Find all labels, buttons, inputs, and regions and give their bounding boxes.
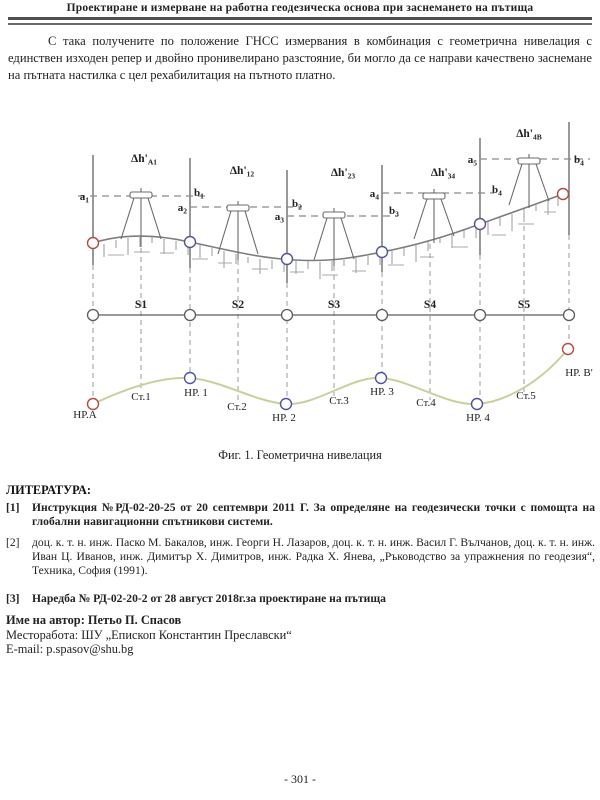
- reference-item: [6, 501, 595, 529]
- station-distance-label: S1: [134, 299, 148, 311]
- route-point-label: НР. 1: [184, 387, 208, 399]
- route-point-label: НР. 2: [272, 412, 296, 424]
- foresight-label: $b_2$: [292, 198, 302, 212]
- header-double-rule: [8, 17, 592, 25]
- delta-h-label: $\Delta h'_{A1}$: [131, 153, 157, 167]
- backsight-label: $a_1$: [79, 191, 89, 205]
- route-point-label: НР. 3: [370, 386, 394, 398]
- level-instrument-icon: [121, 188, 161, 247]
- page-number: - 301 -: [284, 772, 316, 786]
- literature-heading: ЛИТЕРАТУРА:: [6, 483, 92, 497]
- route-point-label: НР.А: [73, 409, 97, 421]
- leveling-diagram: [0, 108, 600, 448]
- foresight-label: $b_4$: [574, 154, 584, 168]
- foresight-label: $b_1$: [194, 187, 204, 201]
- reference-marker: [3]: [6, 592, 20, 605]
- reference-item: [6, 592, 595, 606]
- reference-marker: [2]: [6, 536, 20, 549]
- reference-text: доц. к. т. н. инж. Паско М. Бакалов, инж. Георги Н. Лазаров, доц. к. т. н. инж. Васил Г. Вълчанов, доц. к. т. н. инж. Иван Ц. Иванов, инж. Димитър Х. Димитров, инж. Радка Х. Янева, „Ръководство за упражнения по геодезия“, Техника, София (1991).: [32, 536, 595, 577]
- reference-text: Инструкция №РД-02-20-25 от 20 септември 2011 Г. За определяне на геодезически точки с помощта на глобални навигационни спътникови системи.: [32, 501, 595, 528]
- reference-item: [6, 536, 595, 577]
- author-email-line: E-mail: p.spasov@shu.bg: [6, 642, 134, 657]
- author-block: [6, 613, 592, 657]
- backsight-label: $a_2$: [177, 202, 187, 216]
- delta-h-label: $\Delta h'_{12}$: [229, 165, 255, 179]
- reference-text: Наредба № РД-02-20-2 от 28 август 2018г.за проектиране на пътища: [32, 592, 386, 605]
- foresight-label: $b_3$: [389, 205, 399, 219]
- route-point-label: Ст.3: [329, 395, 349, 407]
- figure-caption: Фиг. 1. Геометрична нивелация: [218, 448, 382, 462]
- leveling-staff-lines: [93, 122, 569, 283]
- delta-h-label: $\Delta h'_{4В}$: [516, 128, 542, 142]
- foresight-label: $b_4$: [492, 184, 502, 198]
- intro-paragraph: С така получените по положение ГНСС измервания в комбинация с геометрична нивелация с единствен изходен репер и двойно пронивелирано разстояние, би могло да се направи качествено заснемане на пътната настилка с цел рехабилитация на пътното платно.: [8, 34, 592, 82]
- route-point-label: НР. 4: [466, 412, 490, 424]
- route-point-label: Ст.4: [416, 397, 436, 409]
- route-point-label: Ст.5: [516, 390, 536, 402]
- delta-h-label: $\Delta h'_{34}$: [430, 167, 456, 181]
- level-instrument-icon: [509, 154, 549, 208]
- author-workplace-line: Месторабота: ШУ „Епископ Константин Преславски“: [6, 627, 292, 642]
- station-distance-label: S4: [423, 299, 437, 311]
- route-point-label: НР. В': [565, 367, 593, 379]
- backsight-label: $a_4$: [369, 188, 379, 202]
- station-distance-label: S2: [231, 299, 245, 311]
- page-header-title: Проектиране и измерване на работна геодезическа основа при заснемането на пътища: [66, 2, 534, 14]
- backsight-label: $a_3$: [274, 211, 284, 225]
- station-distance-label: S3: [327, 299, 341, 311]
- route-point-label: Ст.2: [227, 401, 247, 413]
- backsight-label: $a_5$: [467, 154, 477, 168]
- distance-band: [88, 299, 575, 321]
- route-point-label: Ст.1: [131, 391, 151, 403]
- delta-h-label: $\Delta h'_{23}$: [330, 167, 356, 181]
- author-name-line: Име на автор: Петьо П. Спасов: [6, 613, 182, 627]
- reference-marker: [1]: [6, 501, 20, 514]
- station-distance-label: S5: [517, 299, 531, 311]
